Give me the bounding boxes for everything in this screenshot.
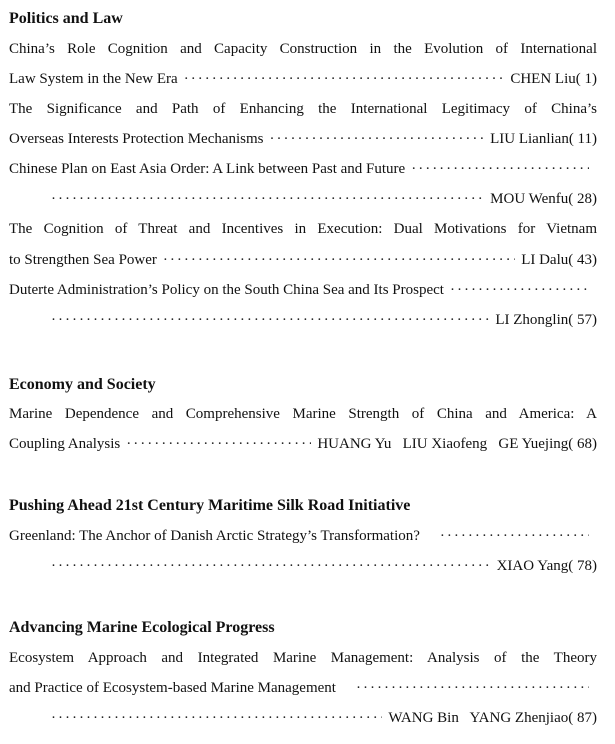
entry-author-page: LIU Lianlian( 11) — [490, 131, 597, 147]
entry-title-row — [9, 524, 597, 548]
entry-title-line: Chinese Plan on East Asia Order: A Link between Past and Future — [9, 161, 406, 177]
entry-title-row — [9, 278, 597, 302]
entry-title-row — [9, 676, 597, 700]
entry-last-line — [9, 67, 597, 91]
entry-title-line: Law System in the New Era — [9, 71, 178, 87]
dot-leader — [51, 554, 491, 578]
dot-leader — [270, 127, 485, 151]
entry-author-page: XIAO Yang( 78) — [496, 558, 597, 574]
entry-title-line: Greenland: The Anchor of Danish Arctic Strategy’s Transformation? — [9, 528, 420, 544]
entry-title-line: Duterte Administration’s Policy on the South China Sea and Its Prospect — [9, 282, 444, 298]
section-title: Advancing Marine Ecological Progress — [9, 619, 275, 636]
entry-title-line: to Strengthen Sea Power — [9, 252, 157, 268]
dot-leader — [450, 278, 589, 302]
dot-leader — [51, 308, 489, 332]
entry-author-page: MOU Wenfu( 28) — [490, 191, 597, 207]
dot-leader — [356, 676, 589, 700]
dot-leader — [126, 432, 311, 456]
entry-title-line: Overseas Interests Protection Mechanisms — [9, 131, 264, 147]
entry-title-line: Ecosystem Approach and Integrated Marine Management: Analysis of the Theory — [9, 650, 597, 666]
entry-last-line — [9, 248, 597, 272]
dot-leader — [163, 248, 515, 272]
dot-leader — [440, 524, 589, 548]
entry-author-row — [51, 554, 597, 578]
entry-title-row — [9, 157, 597, 181]
entry-author-page: LI Dalu( 43) — [521, 252, 597, 268]
entry-author-page: LI Zhonglin( 57) — [495, 312, 597, 328]
entry-last-line — [9, 127, 597, 151]
entry-author-row — [51, 187, 597, 211]
dot-leader — [51, 187, 484, 211]
dot-leader — [411, 157, 589, 181]
entry-title-line: Marine Dependence and Comprehensive Marine Strength of China and America: A — [9, 406, 597, 422]
entry-title-line: China’s Role Cognition and Capacity Construction in the Evolution of International — [9, 41, 597, 57]
entry-title-line: The Significance and Path of Enhancing the International Legitimacy of China’s — [9, 101, 597, 117]
entry-author-page: HUANG Yu LIU Xiaofeng GE Yuejing( 68) — [317, 436, 597, 452]
entry-title-line: The Cognition of Threat and Incentives in Execution: Dual Motivations for Vietnam — [9, 221, 597, 237]
entry-title-line: Coupling Analysis — [9, 436, 121, 452]
dot-leader — [184, 67, 505, 91]
entry-title-line: and Practice of Ecosystem-based Marine Management — [9, 680, 336, 696]
section-title: Politics and Law — [9, 10, 123, 27]
section-title: Pushing Ahead 21st Century Maritime Silk Road Initiative — [9, 497, 411, 514]
entry-author-row — [51, 706, 597, 730]
entry-author-row — [51, 308, 597, 332]
entry-author-page: WANG Bin YANG Zhenjiao( 87) — [388, 710, 597, 726]
entry-author-page: CHEN Liu( 1) — [510, 71, 597, 87]
dot-leader — [51, 706, 382, 730]
entry-last-line — [9, 432, 597, 456]
section-title: Economy and Society — [9, 376, 156, 393]
